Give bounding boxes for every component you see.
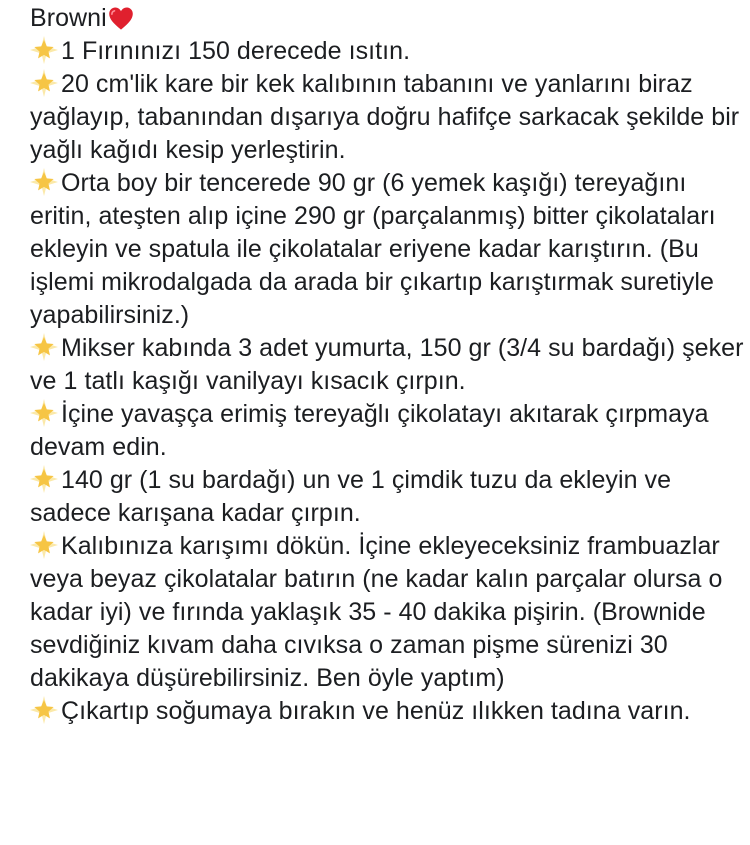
recipe-post [30,2,746,728]
glowing-star-icon [30,69,58,97]
recipe-step: Çıkartıp soğumaya bırakın ve henüz ılıkken tadına varın. [30,695,746,728]
recipe-step: 20 cm'lik kare bir kek kalıbının tabanını ve yanlarını biraz yağlayıp, tabanından dışarıya doğru hafifçe sarkacak şekilde bir yağlı kağıdı kesip yerleştirin. [30,70,740,164]
glowing-star-icon [30,696,58,724]
recipe-step: Orta boy bir tencerede 90 gr (6 yemek kaşığı) tereyağını eritin, ateşten alıp içine 290 gr (parçalanmış) bitter çikolataları ekleyin ve spatula ile çikolatalar eriyene kadar karıştırın. (Bu işlemi mikrodalgada da arada bir çıkartıp karıştırmak suretiyle yapabilirsiniz.) [30,169,716,329]
glowing-star-icon [30,333,58,361]
recipe-steps [30,35,746,728]
glowing-star-icon [30,36,58,64]
recipe-title: Browni [30,4,107,32]
glowing-star-icon [30,531,58,559]
recipe-step: Kalıbınıza karışımı dökün. İçine ekleyeceksiniz frambuazlar veya beyaz çikolatalar batırın (ne kadar kalın parçalar olursa o kadar iyi) ve fırında yaklaşık 35 - 40 dakika pişirin. (Brownide sevdiğiniz kıvam daha cıvıksa o zaman pişme sürenizi 30 dakikaya düşürebilirsiniz. Ben öyle yaptım) [30,532,723,692]
glowing-star-icon [30,465,58,493]
glowing-star-icon [30,399,58,427]
red-heart-icon [108,6,134,32]
recipe-title-line [30,2,746,35]
recipe-step: İçine yavaşça erimiş tereyağlı çikolatayı akıtarak çırpmaya devam edin. [30,400,709,461]
glowing-star-icon [30,168,58,196]
recipe-step: 1 Fırınınızı 150 derecede ısıtın. [30,35,746,68]
recipe-step: Mikser kabında 3 adet yumurta, 150 gr (3/4 su bardağı) şeker ve 1 tatlı kaşığı vanilyayı kısacık çırpın. [30,334,744,395]
recipe-step: 140 gr (1 su bardağı) un ve 1 çimdik tuzu da ekleyin ve sadece karışana kadar çırpın. [30,466,672,527]
